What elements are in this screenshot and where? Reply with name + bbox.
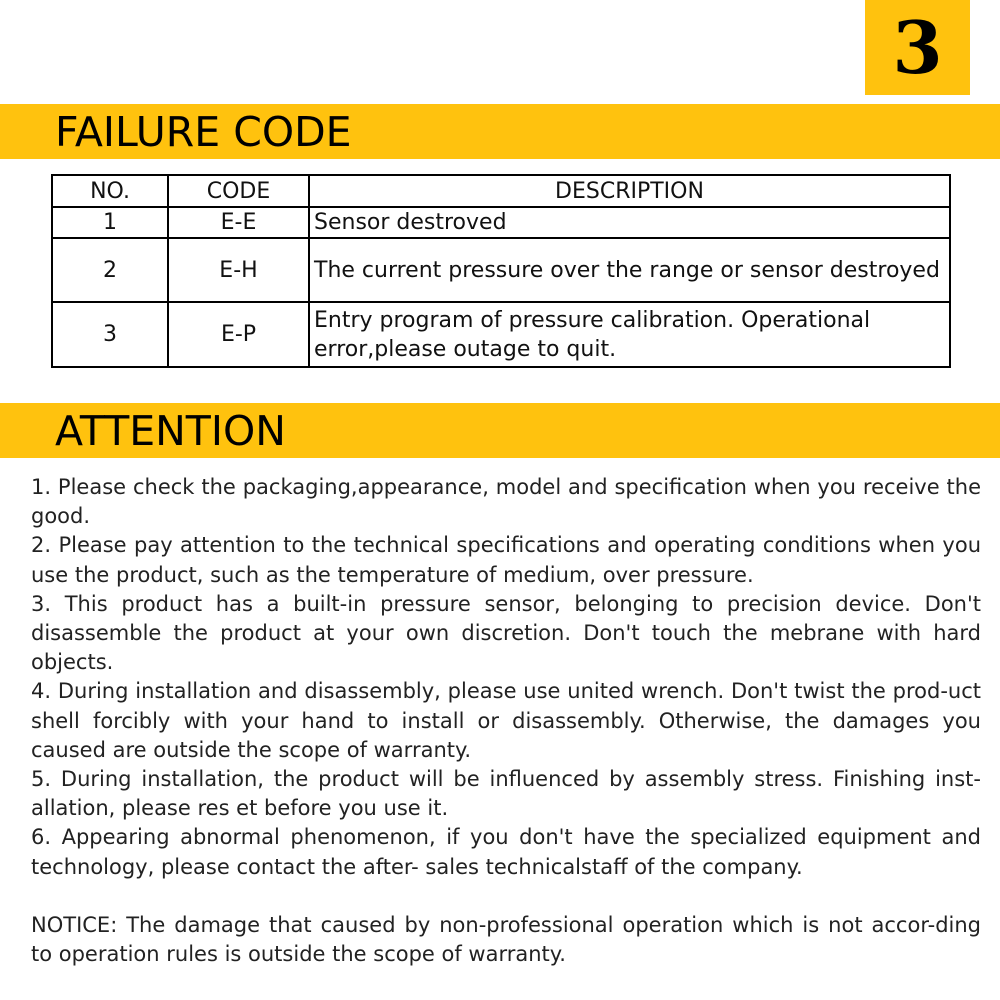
- page-number: 3: [892, 5, 943, 90]
- cell-no: 2: [52, 238, 168, 302]
- attention-item: 5. During installation, the product will be influenced by assembly stress. Finishing inst-allation, please res et before you use it.: [31, 767, 981, 821]
- table-row: [52, 302, 950, 367]
- attention-header-band: [0, 403, 1000, 458]
- failure-code-title: FAILURE CODE: [55, 108, 352, 156]
- attention-item: 3. This product has a built-in pressure sensor, belonging to precision device. Don't disassemble the product at your own discretion. Don't touch the mebrane with hard objects.: [31, 591, 981, 675]
- attention-item: 4. During installation and disassembly, please use united wrench. Don't twist the prod-uct shell forcibly with your hand to install or disassembly. Otherwise, the damages you caused are outside the scope of warranty.: [31, 679, 981, 762]
- page-number-badge: [865, 0, 970, 95]
- failure-code-table: [51, 174, 951, 368]
- cell-description: Sensor destroved: [309, 207, 950, 238]
- table-row: [52, 207, 950, 238]
- notice-text: NOTICE: The damage that caused by non-professional operation which is not accor-ding to operation rules is outside the scope of warranty.: [31, 912, 981, 967]
- cell-description: Entry program of pressure calibration. Operational error,please outage to quit.: [309, 302, 950, 367]
- attention-item: 2. Please pay attention to the technical specifications and operating conditions when you use the product, such as the temperature of medium, over pressure.: [31, 533, 981, 587]
- header-code: CODE: [168, 175, 309, 207]
- cell-no: 3: [52, 302, 168, 367]
- cell-no: 1: [52, 207, 168, 238]
- failure-code-header-band: [0, 104, 1000, 159]
- attention-title: ATTENTION: [55, 407, 286, 455]
- table-row: [52, 238, 950, 302]
- table-header-row: [52, 175, 950, 207]
- cell-code: E-P: [168, 302, 309, 367]
- cell-code: E-E: [168, 207, 309, 238]
- header-description: DESCRIPTION: [309, 175, 950, 207]
- header-no: NO.: [52, 175, 168, 207]
- attention-list: [31, 473, 981, 969]
- attention-item: 6. Appearing abnormal phenomenon, if you don't have the specialized equipment and technology, please contact the after- sales technicalstaff of the company.: [31, 825, 981, 879]
- cell-code: E-H: [168, 238, 309, 302]
- attention-item: 1. Please check the packaging,appearance, model and specification when you receive the good.: [31, 475, 981, 529]
- cell-description: The current pressure over the range or sensor destroyed: [309, 238, 950, 302]
